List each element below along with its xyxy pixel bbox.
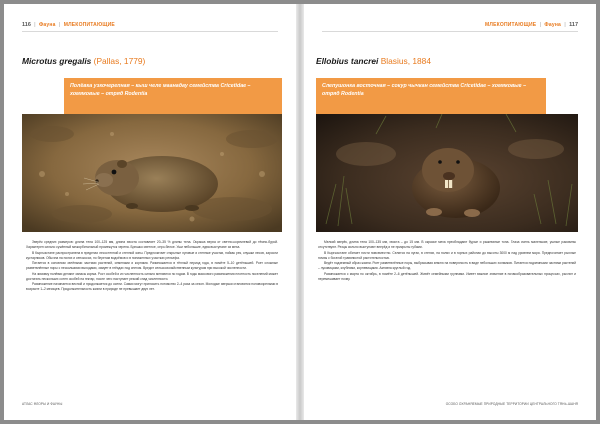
right-species-latin: Ellobius tancrei [316, 56, 379, 66]
left-caption: Полёвка узкочерепная – кыш челе маанадау семейства Cricetidae – хомяковые – отряд Rodentia [70, 83, 251, 97]
left-paragraph: Питается в основном зелёными частями растений, семенами и корнями. Размножается в тёплый период года, в помёте 5–10 детёнышей. Роет сложные разветвлённые норы с несколькими выходами, зимует в гнёздах под снегом. Вредит сельскохозяйственным культурам при высокой численности. [26, 261, 278, 271]
left-page [4, 4, 296, 420]
right-species-title [316, 56, 431, 66]
left-caption-box [64, 78, 282, 114]
left-footer: АТЛАС ФЛОРЫ И ФАУНЫ [22, 402, 63, 406]
right-body-text [318, 240, 576, 282]
left-paragraph: На зимовку полёвки делают запасы корма. Рост особей и их численность сильно меняются по годам. В годы массового размножения плотность поселений может достигать нескольких сотен особей на гектар, после чего наступает резкий спад численности. [26, 271, 278, 281]
right-species-author: Blasius, 1884 [380, 56, 431, 66]
right-paragraph: Мелкий зверёк, длина тела 100–135 мм, хвоста – до 15 мм. В окраске меха преобладают бурые и рыжеватые тона. Глаза очень маленькие, ушные раковины отсутствуют. Резцы сильно выступают вперёд и не прикрыты губами. [318, 240, 576, 250]
mole-vole-photo [316, 114, 578, 232]
left-species-latin: Microtus gregalis [22, 56, 92, 66]
left-section: Фауна [38, 22, 56, 28]
left-paragraph: В Кыргызстане распространена в пределах лесостепной и степной зоны. Предпочитает открытые луговые и степные участки, поймы рек, опушки лесов, заросли кустарников. Обычна на полях и сенокосах, по берегам водоёмов и в пониженных участках рельефа. [26, 250, 278, 260]
right-page [304, 4, 596, 420]
right-caption: Слепушонка восточная – сокур чычкан семейства Cricetidae – хомяковые – отряд Rodentia [322, 83, 527, 97]
right-paragraph: В Кыргызстане обитает почти повсеместно. Селится на лугах, в степях, на полях и в горных районах до высоты 3000 м над уровнем моря. Предпочитает рыхлые почвы с богатой травянистой растительностью. [318, 250, 576, 260]
right-paragraph: Ведёт подземный образ жизни. Роет разветвлённые норы, выбрасывая землю на поверхность в виде небольших холмиков. Питается подземными частями растений – луковицами, клубнями, корневищами. Активна круглый год. [318, 261, 576, 271]
right-running-head: МЛЕКОПИТАЮЩИЕ | Фауна | 117 [485, 22, 578, 28]
vole-photo [22, 114, 282, 232]
right-paragraph: Размножается с марта по октябрь, в помёте 2–6 детёнышей. Живёт семейными группами. Имеет важное значение в почвообразовательных процессах, рыхлит и перемешивает почву. [318, 271, 576, 281]
right-caption-box [316, 78, 546, 114]
left-header-rule [22, 31, 278, 32]
right-section: Фауна [544, 22, 562, 28]
right-footer: ОСОБО ОХРАНЯЕМЫЕ ПРИРОДНЫЕ ТЕРРИТОРИИ ЦЕНТРАЛЬНОГО ТЯНЬ-ШАНЯ [445, 402, 578, 406]
left-species-title [22, 56, 145, 66]
left-running-head: 116 | Фауна | МЛЕКОПИТАЮЩИЕ [22, 22, 115, 28]
right-header-rule [322, 31, 578, 32]
book-gutter [296, 4, 304, 420]
left-body-text [26, 240, 278, 293]
right-subsection: МЛЕКОПИТАЮЩИЕ [485, 22, 537, 28]
left-paragraph: Зверёк средних размеров: длина тела 100–125 мм, длина хвоста составляет 20–35 % длины тела. Окраска верха от светло-коричневой до тёмно-бурой. Характерен сильно сужённый межорбитальный промежуток черепа. Брюшко светлое, серо-белое. Уши небольшие, едва выступают из меха. [26, 240, 278, 250]
left-subsection: МЛЕКОПИТАЮЩИЕ [63, 22, 115, 28]
right-page-number: 117 [569, 22, 578, 28]
left-page-number: 116 [22, 22, 31, 28]
left-species-author: (Pallas, 1779) [93, 56, 146, 66]
left-paragraph: Размножение начинается весной и продолжается до осени. Самки могут приносить потомство 2–4 раза за сезон. Молодые зверьки становятся половозрелыми в возрасте 1–2 месяцев. Продолжительность жизни в природе не превышает двух лет. [26, 282, 278, 292]
